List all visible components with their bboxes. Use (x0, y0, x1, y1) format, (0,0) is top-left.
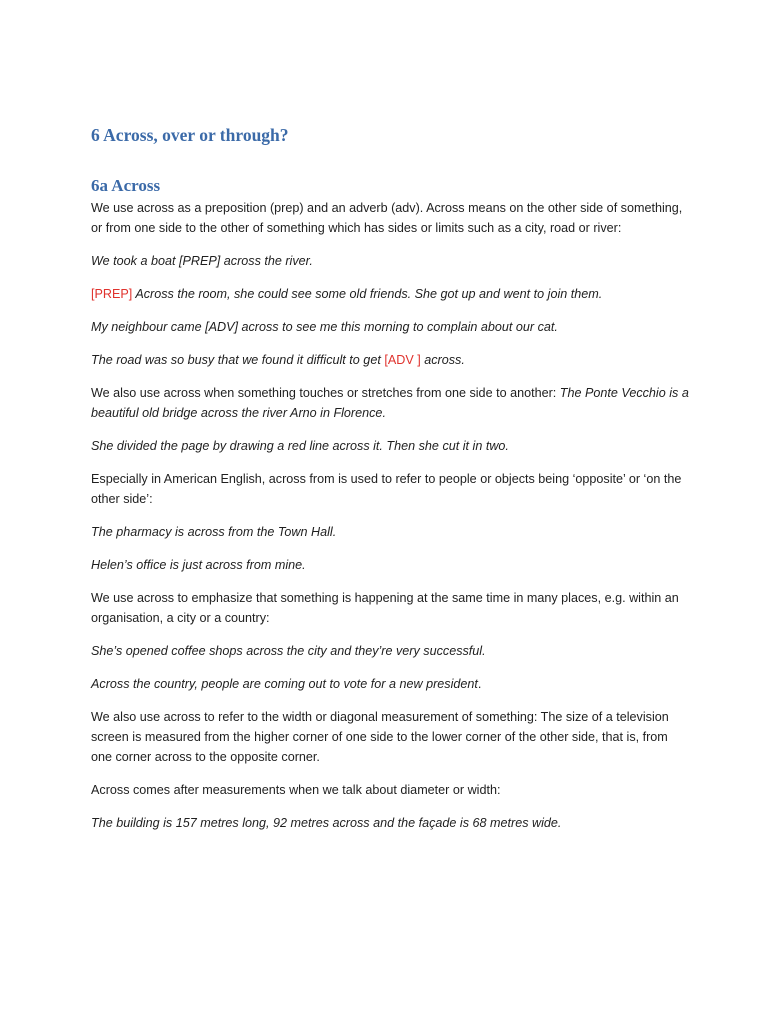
example-sentence: Helen’s office is just across from mine. (91, 558, 306, 572)
paragraph-across-from: Especially in American English, across from is used to refer to people or objects being ‘opposite’ or ‘on the other side’: (91, 472, 682, 506)
paragraph-measurement: We also use across to refer to the width or diagonal measurement of something: The size of a television screen is measured from the higher corner of one side to the lower corner of the other side, that is, from one corner across to the opposite corner. (91, 710, 669, 764)
example-punctuation: . (477, 677, 482, 691)
document-body (91, 123, 691, 846)
example-sentence (91, 284, 691, 304)
example-text: Across the room, she could see some old friends. She got up and went to join them. (132, 287, 603, 301)
example-sentence: She divided the page by drawing a red line across it. Then she cut it in two. (91, 439, 509, 453)
paragraph-emphasize: We use across to emphasize that something is happening at the same time in many places, e.g. within an organisation, a city or a country: (91, 591, 679, 625)
example-text: across. (420, 353, 465, 367)
example-sentence: The pharmacy is across from the Town Hall. (91, 525, 337, 539)
grammar-tag: [PREP] (91, 287, 133, 301)
example-sentence (91, 674, 691, 694)
paragraph-intro: We use across as a preposition (prep) and an adverb (adv). Across means on the other side of something, or from one side to the other of something which has sides or limits such as a city, road or river: (91, 201, 683, 235)
example-sentence (91, 350, 691, 370)
paragraph-text: We also use across when something touches or stretches from one side to another: (91, 386, 560, 400)
section-heading: 6a Across (91, 176, 161, 195)
inline-example: The Ponte Vecchio is a beautiful old bridge across the river Arno in Florence. (91, 386, 689, 420)
paragraph-stretches (91, 383, 691, 423)
example-sentence: The building is 157 metres long, 92 metres across and the façade is 68 metres wide. (91, 816, 562, 830)
example-text: Across the country, people are coming out to vote for a new president (91, 677, 478, 691)
example-sentence: My neighbour came [ADV] across to see me this morning to complain about our cat. (91, 320, 558, 334)
example-sentence: She’s opened coffee shops across the city and they’re very successful. (91, 644, 486, 658)
example-text: The road was so busy that we found it difficult to get (91, 353, 385, 367)
page-title: 6 Across, over or through? (91, 125, 289, 145)
example-sentence: We took a boat [PREP] across the river. (91, 254, 313, 268)
paragraph-diameter: Across comes after measurements when we talk about diameter or width: (91, 783, 501, 797)
grammar-tag: [ADV ] (384, 353, 421, 367)
